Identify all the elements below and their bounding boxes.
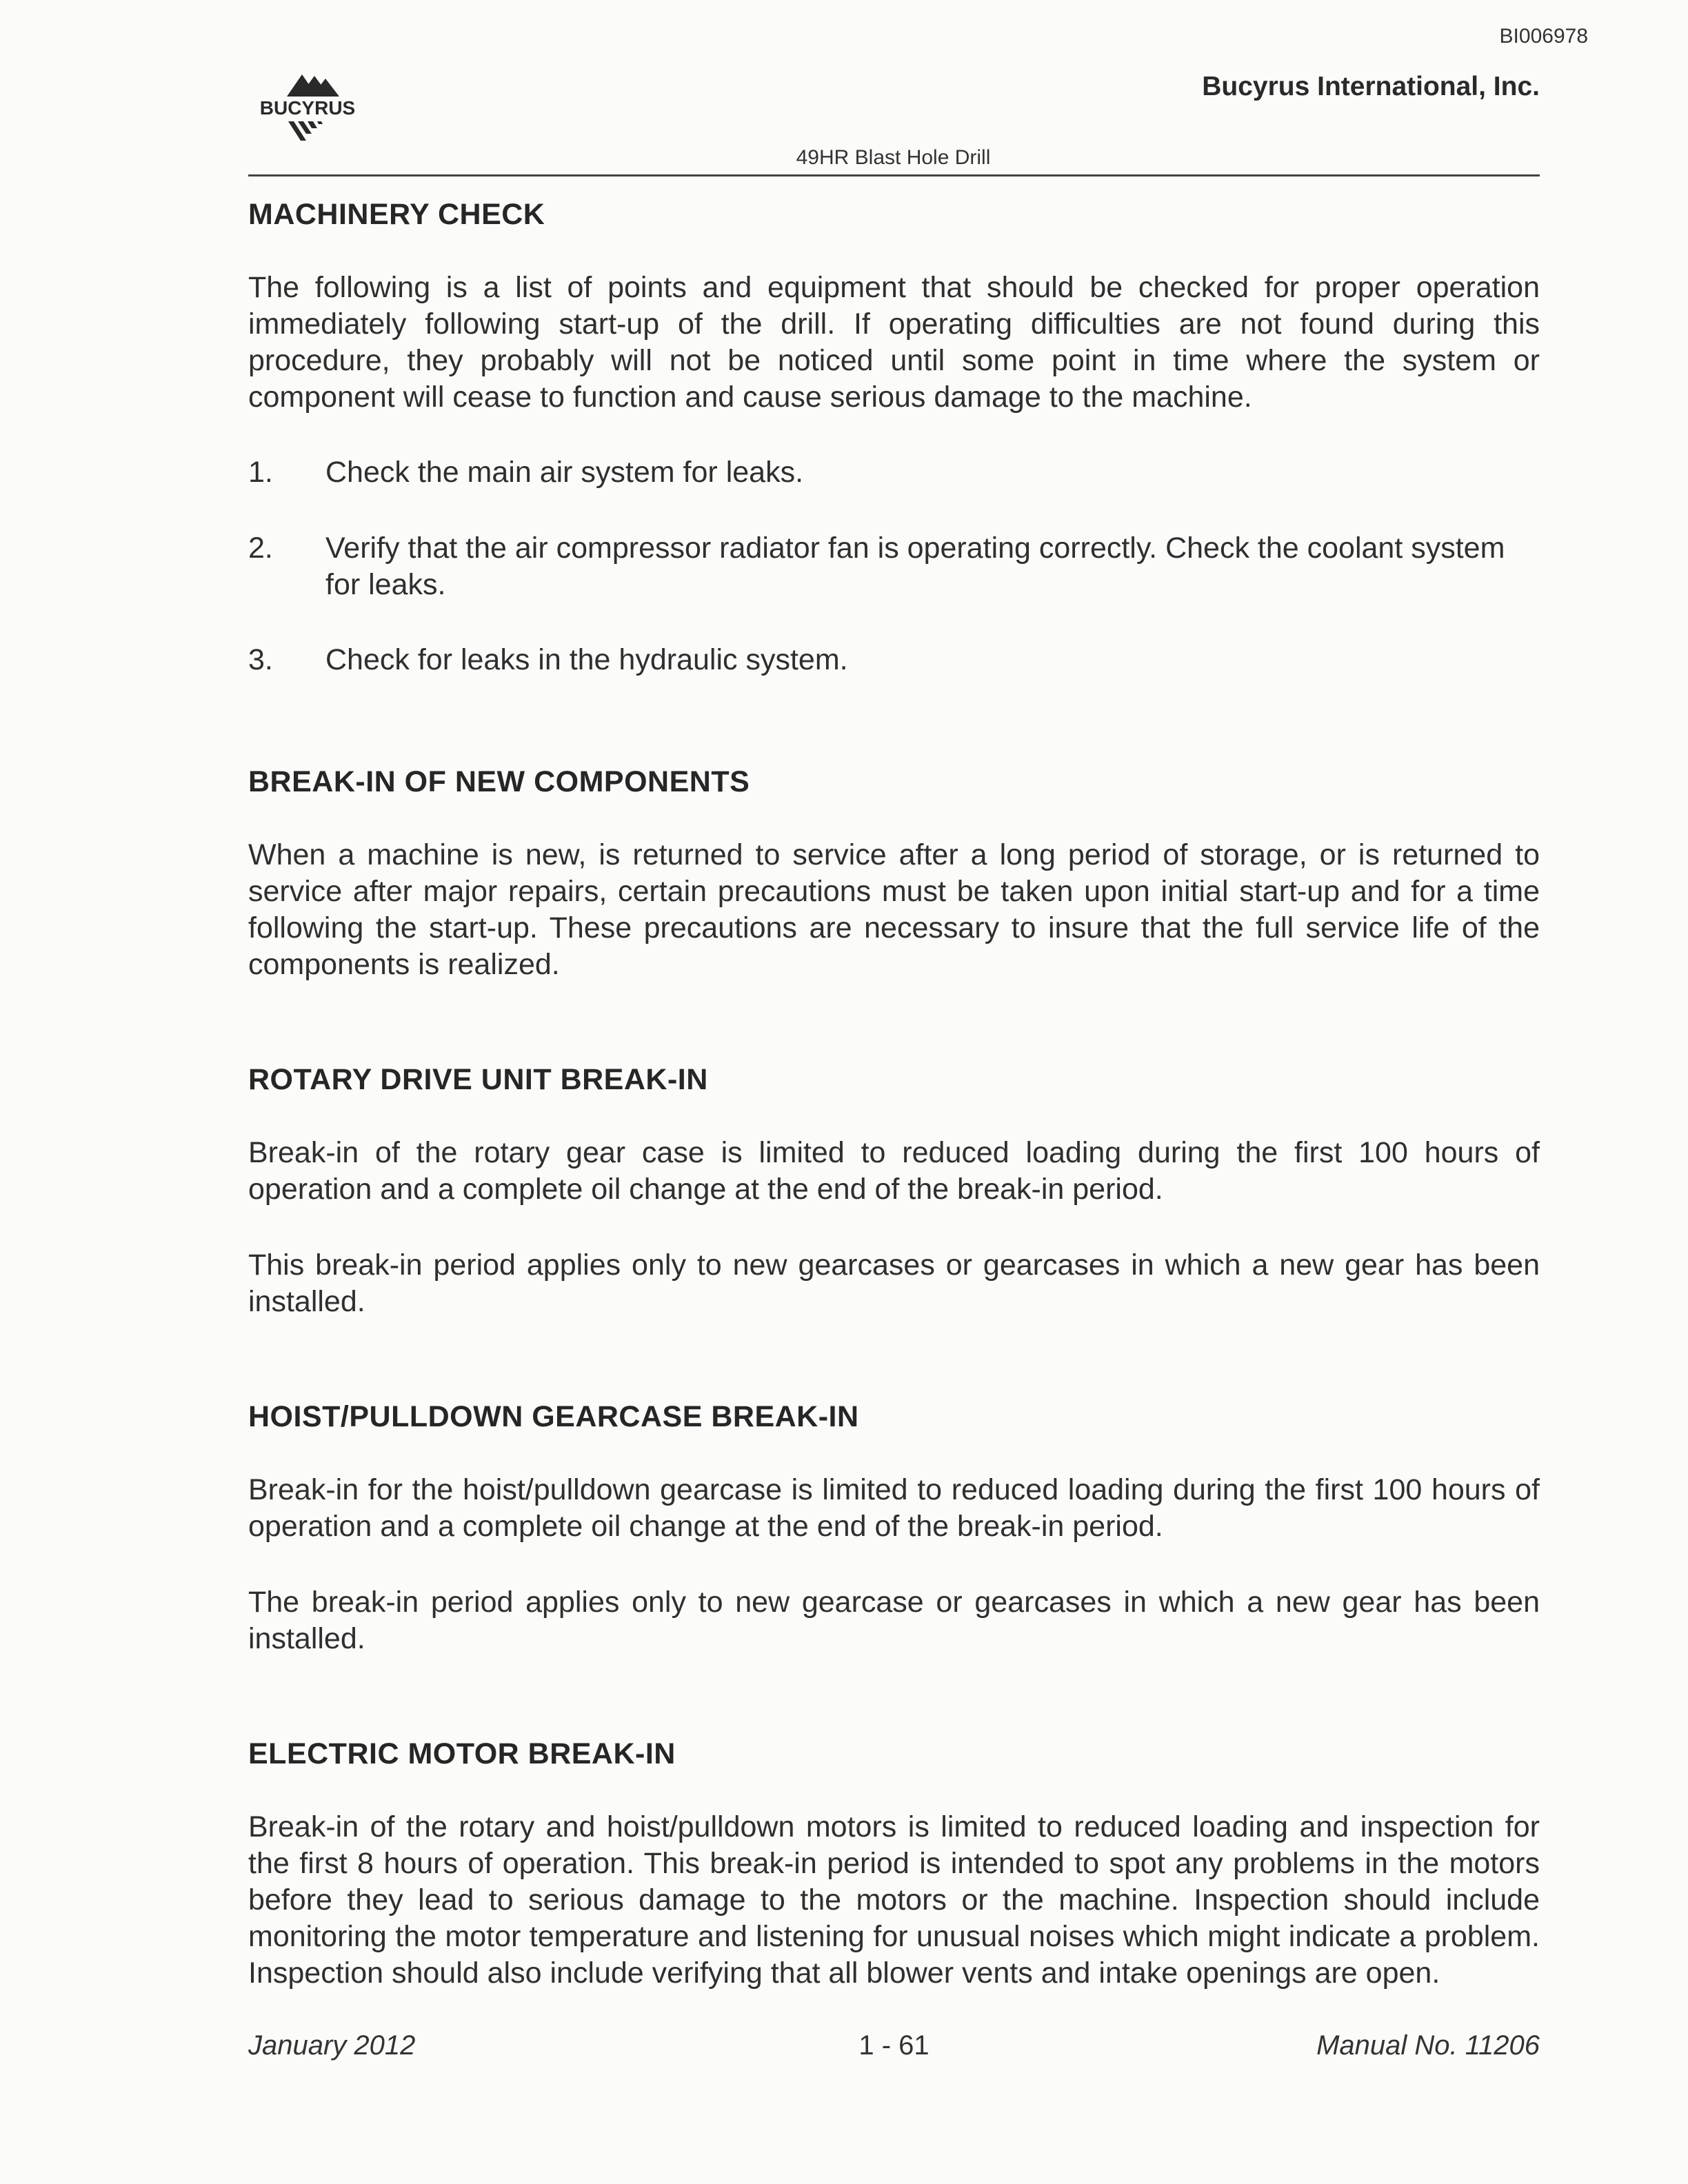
heading-break-in-new-components: BREAK-IN OF NEW COMPONENTS (248, 765, 750, 798)
heading-hoist-pulldown-break-in: HOIST/PULLDOWN GEARCASE BREAK-IN (248, 1400, 859, 1433)
logo-wordmark: BUCYRUS (259, 97, 356, 119)
footer-manual-number: Manual No. 11206 (1316, 2030, 1540, 2061)
heading-rotary-drive-break-in: ROTARY DRIVE UNIT BREAK-IN (248, 1063, 708, 1096)
list-number: 3. (248, 643, 273, 676)
list-number: 2. (248, 532, 273, 565)
paragraph-rotary-2: This break-in period applies only to new gearcases or gearcases in which a new gear has been installed. (248, 1248, 1540, 1318)
header-rule (248, 174, 1540, 176)
paragraph-motor: Break-in of the rotary and hoist/pulldown motors is limited to reduced loading and inspection for the first 8 hours of operation. This break-in period is intended to spot any problems in the motors before they lead to serious damage to the motors or the machine. Inspection should include monitoring the motor temperature and listening for unusual noises which might indicate a problem. Inspection should also include verifying that all blower vents and intake openings are open. (248, 1810, 1540, 1990)
list-item (248, 454, 1540, 491)
list-text: Check for leaks in the hydraulic system. (325, 643, 848, 676)
footer-page-number: 1 - 61 (858, 2030, 930, 2061)
paragraph-rotary-1: Break-in of the rotary gear case is limited to reduced loading during the first 100 hours of operation and a complete oil change at the end of the break-in period. (248, 1136, 1540, 1206)
paragraph-hoist-2: The break-in period applies only to new gearcase or gearcases in which a new gear has been installed. (248, 1586, 1540, 1655)
document-subtitle: 49HR Blast Hole Drill (796, 146, 991, 169)
page-content (248, 190, 1540, 1992)
paragraph-break-in: When a machine is new, is returned to service after a long period of storage, or is returned to service after major repairs, certain precautions must be taken upon initial start-up and for a time following the start-up. These precautions are necessary to insure that the full service life of the components is realized. (248, 838, 1540, 981)
list-number: 1. (248, 456, 273, 489)
document-id: BI006978 (1499, 25, 1588, 48)
list-item (248, 530, 1540, 603)
paragraph-machinery-intro: The following is a list of points and equipment that should be checked for proper operation immediately following start-up of the drill. If operating difficulties are not found during this procedure, they probably will not be noticed until some point in time where the system or component will cease to function and cause serious damage to the machine. (248, 271, 1540, 414)
company-name: Bucyrus International, Inc. (1202, 72, 1540, 101)
heading-machinery-check: MACHINERY CHECK (248, 198, 545, 231)
heading-electric-motor-break-in: ELECTRIC MOTOR BREAK-IN (248, 1737, 676, 1770)
footer-date: January 2012 (248, 2030, 416, 2061)
bucyrus-logo (245, 69, 370, 152)
list-text: Check the main air system for leaks. (325, 456, 804, 489)
list-item (248, 642, 1540, 678)
list-text: Verify that the air compressor radiator fan is operating correctly. Check the coolant system for leaks. (325, 532, 1505, 601)
paragraph-hoist-1: Break-in for the hoist/pulldown gearcase is limited to reduced loading during the first 100 hours of operation and a complete oil change at the end of the break-in period. (248, 1473, 1540, 1543)
